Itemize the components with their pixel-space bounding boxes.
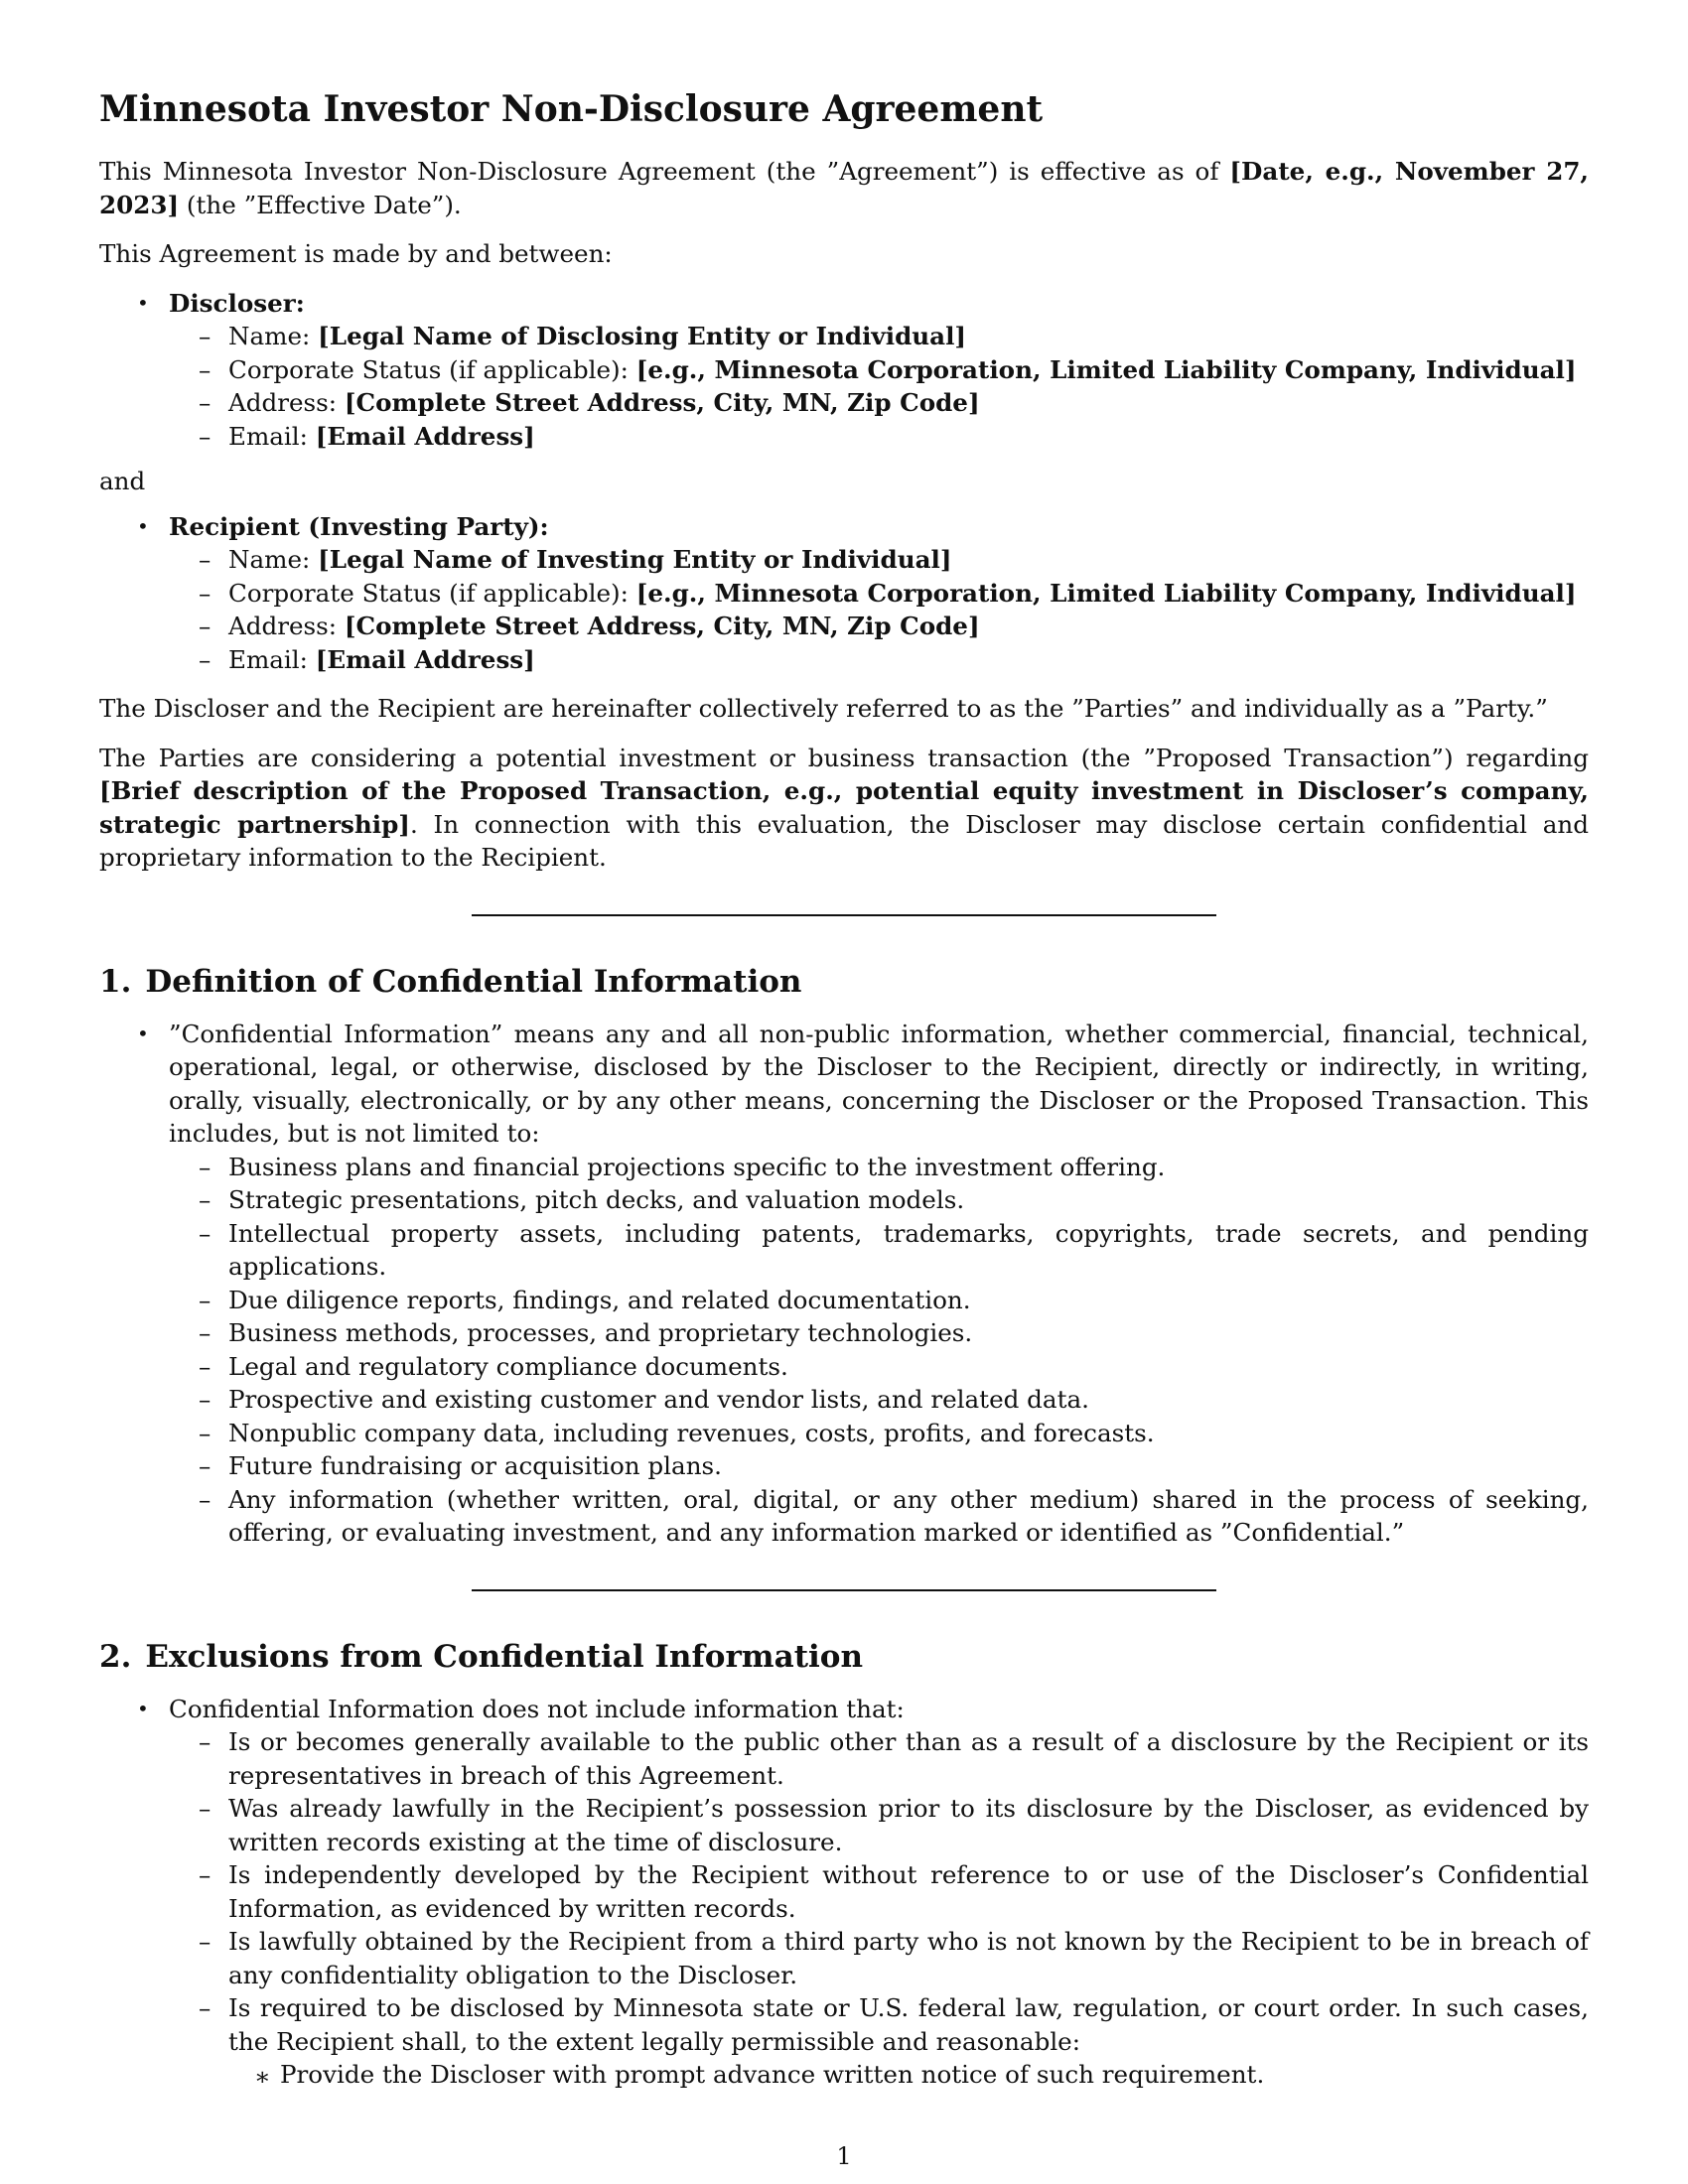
dash-icon: – (199, 1484, 211, 1514)
dash-icon: – (199, 388, 211, 417)
intro-text-post: (the ”Effective Date”). (179, 190, 462, 219)
dash-icon: – (199, 1860, 211, 1889)
list-item-text: Future fundraising or acquisition plans. (228, 1451, 722, 1480)
dash-icon: – (199, 644, 211, 674)
discloser-field-address (169, 386, 1589, 420)
list-item (169, 1925, 1589, 1991)
discloser-block (99, 287, 1589, 454)
dash-icon: – (199, 1451, 211, 1480)
dash-icon: – (199, 1794, 211, 1823)
list-item (169, 1449, 1589, 1483)
field-label: Address: (228, 388, 345, 417)
list-item (169, 1383, 1589, 1417)
document-title: Minnesota Investor Non-Disclosure Agreement (99, 88, 1044, 130)
section-2-nested-list (228, 2058, 1589, 2092)
list-item (169, 1858, 1589, 1925)
list-item-text: Is required to be disclosed by Minnesota state or U.S. federal law, regulation, or court order. In such cases, the Recipient shall, to the extent legally permissible and reasonable: (228, 1993, 1589, 2056)
list-item-text: Legal and regulatory compliance documents. (228, 1351, 788, 1381)
dash-icon: – (199, 1351, 211, 1381)
list-item (169, 1284, 1589, 1317)
field-label: Email: (228, 644, 316, 674)
section-2-lead: Confidential Information does not include information that: (169, 1694, 905, 1723)
discloser-field-email (169, 420, 1589, 454)
section-1-list (99, 1018, 1589, 1550)
list-item (169, 1350, 1589, 1384)
list-item-text: Is independently developed by the Recipient without reference to or use of the Discloser’s Confidential Information, as evidenced by written records. (228, 1860, 1589, 1923)
list-item-text: Intellectual property assets, including patents, trademarks, copyrights, trade secrets, and pending applications. (228, 1218, 1589, 1281)
field-value: [Email Address] (315, 421, 535, 451)
bullet-icon: • (137, 1696, 149, 1720)
list-item (169, 1483, 1589, 1550)
list-item (169, 1725, 1589, 1792)
dash-icon: – (199, 1727, 211, 1756)
list-item-text: Nonpublic company data, including revenues, costs, profits, and forecasts. (228, 1418, 1155, 1447)
discloser-field-status (169, 353, 1589, 387)
list-item (169, 1792, 1589, 1858)
recipient-fields (169, 543, 1589, 676)
dash-icon: – (199, 1318, 211, 1347)
field-value: [Legal Name of Disclosing Entity or Individual] (318, 322, 967, 350)
and-connector: and (99, 467, 146, 495)
field-value: [Complete Street Address, City, MN, Zip Code] (344, 612, 980, 640)
section-number: 1. (99, 963, 132, 1000)
section-title: Exclusions from Confidential Information (145, 1638, 864, 1675)
section-divider (472, 1589, 1216, 1591)
bullet-icon: • (137, 513, 149, 538)
nested-item-text: Provide the Discloser with prompt advance written notice of such requirement. (280, 2060, 1265, 2089)
discloser-fields (169, 320, 1589, 453)
list-item (169, 1991, 1589, 2092)
section-2-heading (99, 1637, 1589, 1677)
dash-icon: – (199, 1418, 211, 1447)
recipient-heading: Recipient (Investing Party): (169, 511, 549, 541)
field-value: [Email Address] (315, 644, 535, 674)
list-item-text: Is lawfully obtained by the Recipient from a third party who is not known by the Recipient to be in breach of any confidentiality obligation to the Discloser. (228, 1927, 1589, 1989)
dash-icon: – (199, 1218, 211, 1248)
section-divider (472, 914, 1216, 916)
section-2-lead-item (99, 1693, 1589, 2092)
list-item-text: Business methods, processes, and proprietary technologies. (228, 1318, 973, 1347)
dash-icon: – (199, 545, 211, 574)
transaction-placeholder: [Brief description of the Proposed Transaction, e.g., potential equity investment in Discloser’s company, strategic partnership] (99, 776, 1589, 839)
list-item (169, 1217, 1589, 1284)
field-label: Corporate Status (if applicable): (228, 354, 636, 384)
discloser-item (99, 287, 1589, 454)
asterisk-icon: ∗ (254, 2062, 271, 2091)
list-item-text: Any information (whether written, oral, digital, or any other medium) shared in the process of seeking, offering, or evaluating investment, and any information marked or identified as ”Confidential.” (228, 1484, 1589, 1547)
field-label: Corporate Status (if applicable): (228, 578, 636, 608)
field-label: Name: (228, 545, 319, 574)
dash-icon: – (199, 1152, 211, 1181)
transaction-text-post: . In connection with this evaluation, the Discloser may disclose certain confidential and proprietary information to the Recipient. (99, 809, 1589, 872)
section-1-lead: ”Confidential Information” means any and all non-public information, whether commercial, financial, technical, operational, legal, or otherwise, disclosed by the Discloser to the Recipient, directly or indirectly, in writing, orally, visually, electronically, or by any other means, concerning the Discloser or the Proposed Transaction. This includes, but is not limited to: (169, 1019, 1589, 1148)
recipient-item (99, 510, 1589, 677)
dash-icon: – (199, 612, 211, 640)
dash-icon: – (199, 1185, 211, 1214)
intro-paragraph (99, 155, 1589, 221)
dash-icon: – (199, 322, 211, 350)
discloser-heading: Discloser: (169, 288, 305, 318)
section-2-subitems (169, 1725, 1589, 2092)
field-label: Email: (228, 421, 316, 451)
recipient-field-name (169, 543, 1589, 577)
field-label: Name: (228, 322, 319, 350)
list-item-text: Was already lawfully in the Recipient’s possession prior to its disclosure by the Discloser, as evidenced by written records existing at the time of disclosure. (228, 1794, 1589, 1856)
recipient-field-status (169, 577, 1589, 611)
section-2-list (99, 1693, 1589, 2092)
section-1-heading (99, 962, 1589, 1002)
document-page (99, 87, 1589, 2092)
dash-icon: – (199, 578, 211, 608)
list-item-text: Prospective and existing customer and vendor lists, and related data. (228, 1385, 1089, 1414)
recipient-field-email (169, 643, 1589, 677)
recipient-field-address (169, 610, 1589, 643)
list-item-text: Strategic presentations, pitch decks, and valuation models. (228, 1185, 965, 1214)
dash-icon: – (199, 1385, 211, 1414)
dash-icon: – (199, 1993, 211, 2022)
bullet-icon: • (137, 290, 149, 315)
field-value: [Legal Name of Investing Entity or Individual] (318, 545, 952, 574)
list-item (169, 1316, 1589, 1350)
list-item-text: Is or becomes generally available to the public other than as a result of a disclosure by the Recipient or its representatives in breach of this Agreement. (228, 1727, 1589, 1790)
transaction-paragraph (99, 742, 1589, 875)
section-1-subitems (169, 1151, 1589, 1550)
recipient-block (99, 510, 1589, 677)
list-item (169, 1183, 1589, 1217)
section-number: 2. (99, 1638, 132, 1675)
list-item-text: Due diligence reports, findings, and related documentation. (228, 1285, 971, 1314)
transaction-text-pre: The Parties are considering a potential investment or business transaction (the ”Proposed Transaction”) regarding (99, 743, 1589, 772)
field-value: [Complete Street Address, City, MN, Zip Code] (344, 388, 980, 417)
nested-list-item (228, 2058, 1589, 2092)
dash-icon: – (199, 421, 211, 451)
dash-icon: – (199, 1285, 211, 1314)
parties-definition: The Discloser and the Recipient are hereinafter collectively referred to as the ”Parties” and individually as a ”Party.” (99, 694, 1548, 723)
list-item-text: Business plans and financial projections specific to the investment offering. (228, 1152, 1166, 1181)
section-title: Definition of Confidential Information (145, 963, 802, 1000)
section-1-lead-item (99, 1018, 1589, 1550)
parties-intro: This Agreement is made by and between: (99, 239, 613, 268)
page-number: 1 (836, 2142, 852, 2170)
field-value: [e.g., Minnesota Corporation, Limited Liability Company, Individual] (635, 354, 1577, 384)
discloser-field-name (169, 320, 1589, 353)
list-item (169, 1151, 1589, 1184)
intro-text-pre: This Minnesota Investor Non-Disclosure Agreement (the ”Agreement”) is effective as of (99, 157, 1230, 186)
effective-date-placeholder: [Date, e.g., November 27, 2023] (99, 157, 1589, 219)
bullet-icon: • (137, 1021, 149, 1045)
field-label: Address: (228, 612, 345, 640)
dash-icon: – (199, 354, 211, 384)
list-item (169, 1417, 1589, 1450)
field-value: [e.g., Minnesota Corporation, Limited Liability Company, Individual] (635, 578, 1577, 608)
dash-icon: – (199, 1927, 211, 1956)
